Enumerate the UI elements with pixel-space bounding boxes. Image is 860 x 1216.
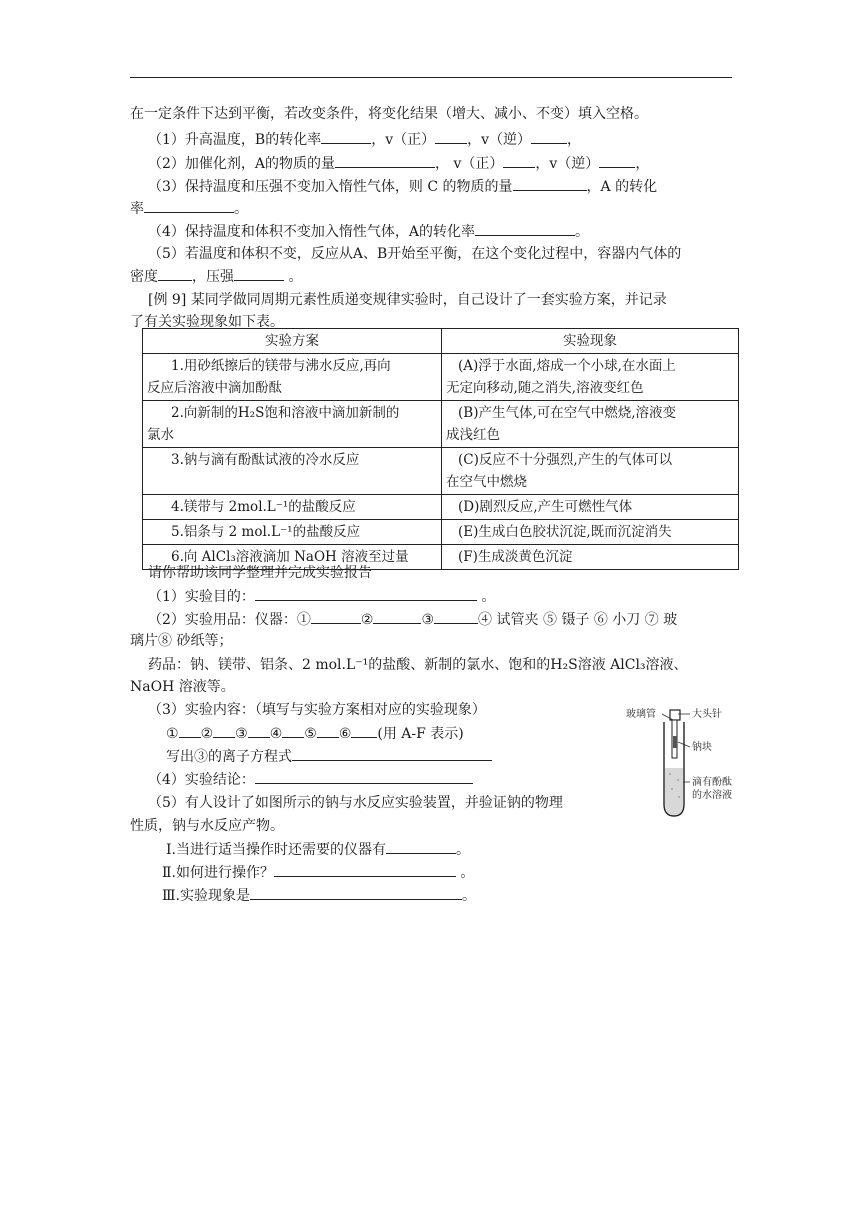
question-2: （2）加催化剂，A的物质的量 ， v（正） ，v（逆） ，	[148, 153, 649, 174]
report-ask: 请你帮助该同学整理并完成实验报告	[148, 565, 372, 581]
table-row	[143, 520, 739, 545]
answer-blank[interactable]	[475, 221, 575, 236]
answer-blank[interactable]	[274, 862, 456, 877]
experiment-table	[142, 328, 739, 570]
report-device: （5）有人设计了如图所示的钠与水反应实验装置，并验证钠的物理	[148, 795, 563, 811]
scheme-cell: 2.向新制的H₂S饱和溶液中滴加新制的 氯水	[143, 401, 442, 448]
report-drugs: 药品：钠、镁带、铝条、2 mol.L⁻¹的盐酸、新制的氯水、饱和的H₂S溶液 AlCl₃溶液、	[148, 657, 688, 673]
figure-label-tube: 玻璃管	[626, 709, 656, 720]
phenomenon-cell: (D)剧烈反应,产生可燃性气体	[442, 495, 739, 520]
answer-blank[interactable]	[282, 723, 304, 738]
question-4: （4）保持温度和体积不变加入惰性气体，A的转化率 。	[148, 221, 589, 242]
table-row	[143, 448, 739, 495]
sodium-water-apparatus-figure	[626, 700, 750, 822]
answer-blank[interactable]	[311, 609, 361, 624]
answer-blank[interactable]	[503, 153, 535, 168]
phenomenon-cell: (C)反应不十分强烈,产生的气体可以 在空气中燃烧	[442, 448, 739, 495]
scheme-cell: 3.钠与滴有酚酞试液的冷水反应	[143, 448, 442, 495]
question-1: （1）升高温度，B的转化率 ，v（正） ，v（逆） ，	[148, 129, 581, 150]
table-row	[143, 354, 739, 401]
phenolphthalein-solution	[665, 768, 683, 815]
table-header-row	[143, 329, 739, 354]
report-content-answers: ① ② ③ ④ ⑤ ⑥ (用 A-F 表示)	[166, 723, 464, 744]
figure-label-pin: 大头针	[692, 709, 722, 720]
answer-blank[interactable]	[144, 198, 234, 213]
question-3-cont: 率 。	[130, 198, 248, 219]
report-conclusion: （4）实验结论：	[148, 769, 473, 790]
report-drugs-cont: NaOH 溶液等。	[130, 679, 235, 695]
question-5-cont: 密度 ，压强 。	[130, 266, 302, 287]
example-9-line2: 了有关实验现象如下表。	[130, 314, 284, 330]
answer-blank[interactable]	[317, 723, 339, 738]
figure-label-solution-2: 的水溶液	[692, 790, 732, 801]
answer-blank[interactable]	[158, 266, 192, 281]
scheme-cell: 4.镁带与 2mol.L⁻¹的盐酸反应	[143, 495, 442, 520]
answer-blank[interactable]	[435, 129, 467, 144]
answer-blank[interactable]	[386, 839, 456, 854]
table-row	[143, 495, 739, 520]
phenomenon-cell: (F)生成淡黄色沉淀	[442, 545, 739, 570]
answer-blank[interactable]	[292, 746, 492, 761]
sub-question-iii: Ⅲ.实验现象是 。	[162, 885, 476, 906]
answer-blank[interactable]	[248, 723, 270, 738]
report-ion-equation: 写出③的离子方程式	[166, 746, 492, 767]
scheme-cell: 5.铝条与 2 mol.L⁻¹的盐酸反应	[143, 520, 442, 545]
answer-blank[interactable]	[255, 586, 477, 601]
answer-blank[interactable]	[255, 769, 473, 784]
report-supplies-cont: 璃片⑧ 砂纸等；	[130, 633, 233, 649]
header-rule	[130, 77, 732, 78]
scheme-cell: 6.向 AlCl₃溶液滴加 NaOH 溶液至过量	[143, 545, 442, 570]
question-3: （3）保持温度和压强不变加入惰性气体，则 C 的物质的量 ，A 的转化	[148, 176, 657, 197]
answer-blank[interactable]	[599, 153, 635, 168]
answer-blank[interactable]	[434, 609, 478, 624]
answer-blank[interactable]	[513, 176, 587, 191]
sub-question-i: Ⅰ.当进行适当操作时还需要的仪器有 。	[166, 839, 470, 860]
sub-question-ii: Ⅱ.如何进行操作？ 。	[162, 862, 474, 883]
phenomenon-cell: (E)生成白色胶状沉淀,既而沉淀消失	[442, 520, 739, 545]
phenomenon-cell: (A)浮于水面,熔成一个小球,在水面上 无定向移动,随之消失,溶液变红色	[442, 354, 739, 401]
column-header: 实验方案	[143, 329, 442, 354]
example-9-line1: [例 9] 某同学做同周期元素性质递变规律实验时，自己设计了一套实验方案，并记录	[148, 292, 667, 308]
answer-blank[interactable]	[351, 723, 377, 738]
answer-blank[interactable]	[373, 609, 421, 624]
answer-blank[interactable]	[531, 129, 567, 144]
table-row	[143, 401, 739, 448]
answer-blank[interactable]	[250, 885, 462, 900]
answer-blank[interactable]	[321, 129, 371, 144]
scheme-cell: 1.用砂纸擦后的镁带与沸水反应,再向 反应后溶液中滴加酚酞	[143, 354, 442, 401]
report-content: （3）实验内容：（填写与实验方案相对应的实验现象）	[148, 702, 486, 718]
column-header: 实验现象	[442, 329, 739, 354]
answer-blank[interactable]	[213, 723, 235, 738]
question-5: （5）若温度和体积不变，反应从A、B开始至平衡，在这个变化过程中，容器内气体的	[148, 246, 682, 262]
answer-blank[interactable]	[234, 266, 284, 281]
intro-text: 在一定条件下达到平衡，若改变条件，将变化结果（增大、减小、不变）填入空格。	[130, 106, 648, 122]
stopper	[670, 710, 680, 720]
report-supplies: （2）实验用品：仪器：① ② ③ ④ 试管夹 ⑤ 镊子 ⑥ 小刀 ⑦ 玻	[148, 609, 677, 630]
figure-label-solution-1: 滴有酚酞	[692, 777, 732, 788]
figure-label-sodium: 钠块	[692, 742, 712, 753]
answer-blank[interactable]	[335, 153, 435, 168]
report-purpose: （1）实验目的： 。	[148, 586, 495, 607]
sodium-block	[673, 736, 677, 748]
report-device-cont: 性质，钠与水反应产物。	[130, 818, 284, 834]
phenomenon-cell: (B)产生气体,可在空气中燃烧,溶液变 成浅红色	[442, 401, 739, 448]
answer-blank[interactable]	[179, 723, 201, 738]
